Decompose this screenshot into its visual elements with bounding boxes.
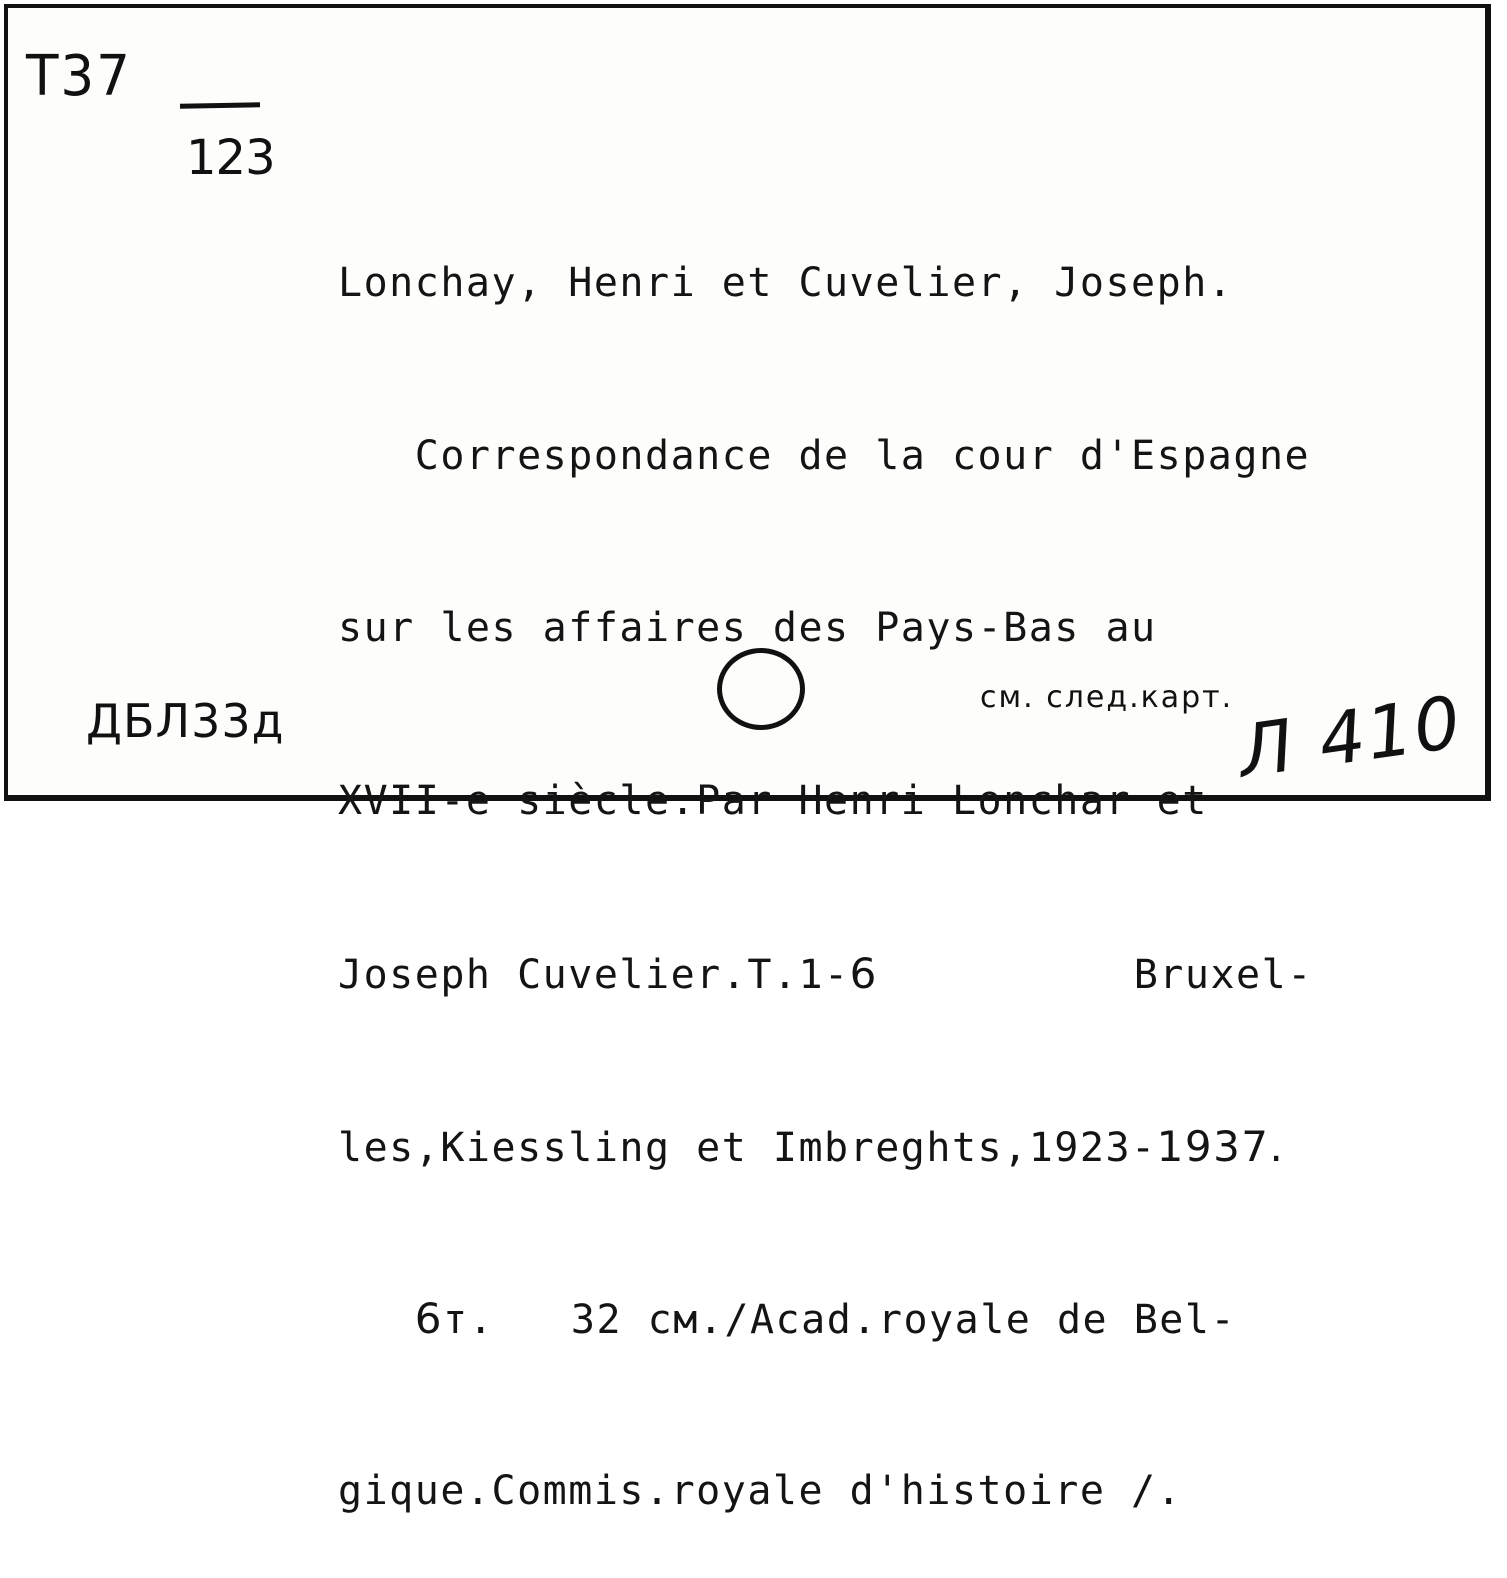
typed-line-8: gique.Commis.royale d'histoire /. [338, 1467, 1183, 1514]
typed-line-5-spacer [878, 952, 1134, 998]
typed-line-5 [338, 945, 1313, 1003]
see-next-card-note: см. след.карт. [980, 680, 1234, 715]
typed-line-4: XVII-e siècle.Par Henri Lonchar et [338, 777, 1208, 824]
typed-line-7 [338, 1290, 1313, 1348]
typed-line-2: Correspondance de la cour d'Espagne [338, 432, 1311, 479]
entry-number: 123 [186, 130, 275, 186]
typed-line-6 [338, 1118, 1313, 1176]
handwritten-end-year: 1937. [1156, 1121, 1285, 1171]
typed-line-6-text: les,Kiessling et Imbreghts,1923- [338, 1124, 1157, 1171]
typed-line-5-end: Bruxel- [1133, 952, 1313, 998]
typed-line-7-text: т. 32 см./Acad.royale de Bel- [442, 1297, 1237, 1343]
typed-line-5-text: Joseph Cuvelier.T.1- [338, 952, 850, 998]
typed-line-7-indent [338, 1297, 415, 1343]
circle-stamp [717, 648, 805, 730]
handwritten-volumes: 6 [414, 1294, 443, 1343]
handwritten-volume-count: 6 [849, 949, 878, 998]
inventory-number: Л 410 [1233, 679, 1468, 794]
shelf-mark: T37 [26, 44, 132, 109]
bibliographic-description [338, 140, 1313, 1578]
typed-line-1: Lonchay, Henri et Cuvelier, Joseph. [338, 260, 1234, 306]
bottom-left-code: ДБЛ33д [86, 694, 285, 748]
typed-line-3: sur les affaires des Pays-Bas au [338, 605, 1157, 651]
